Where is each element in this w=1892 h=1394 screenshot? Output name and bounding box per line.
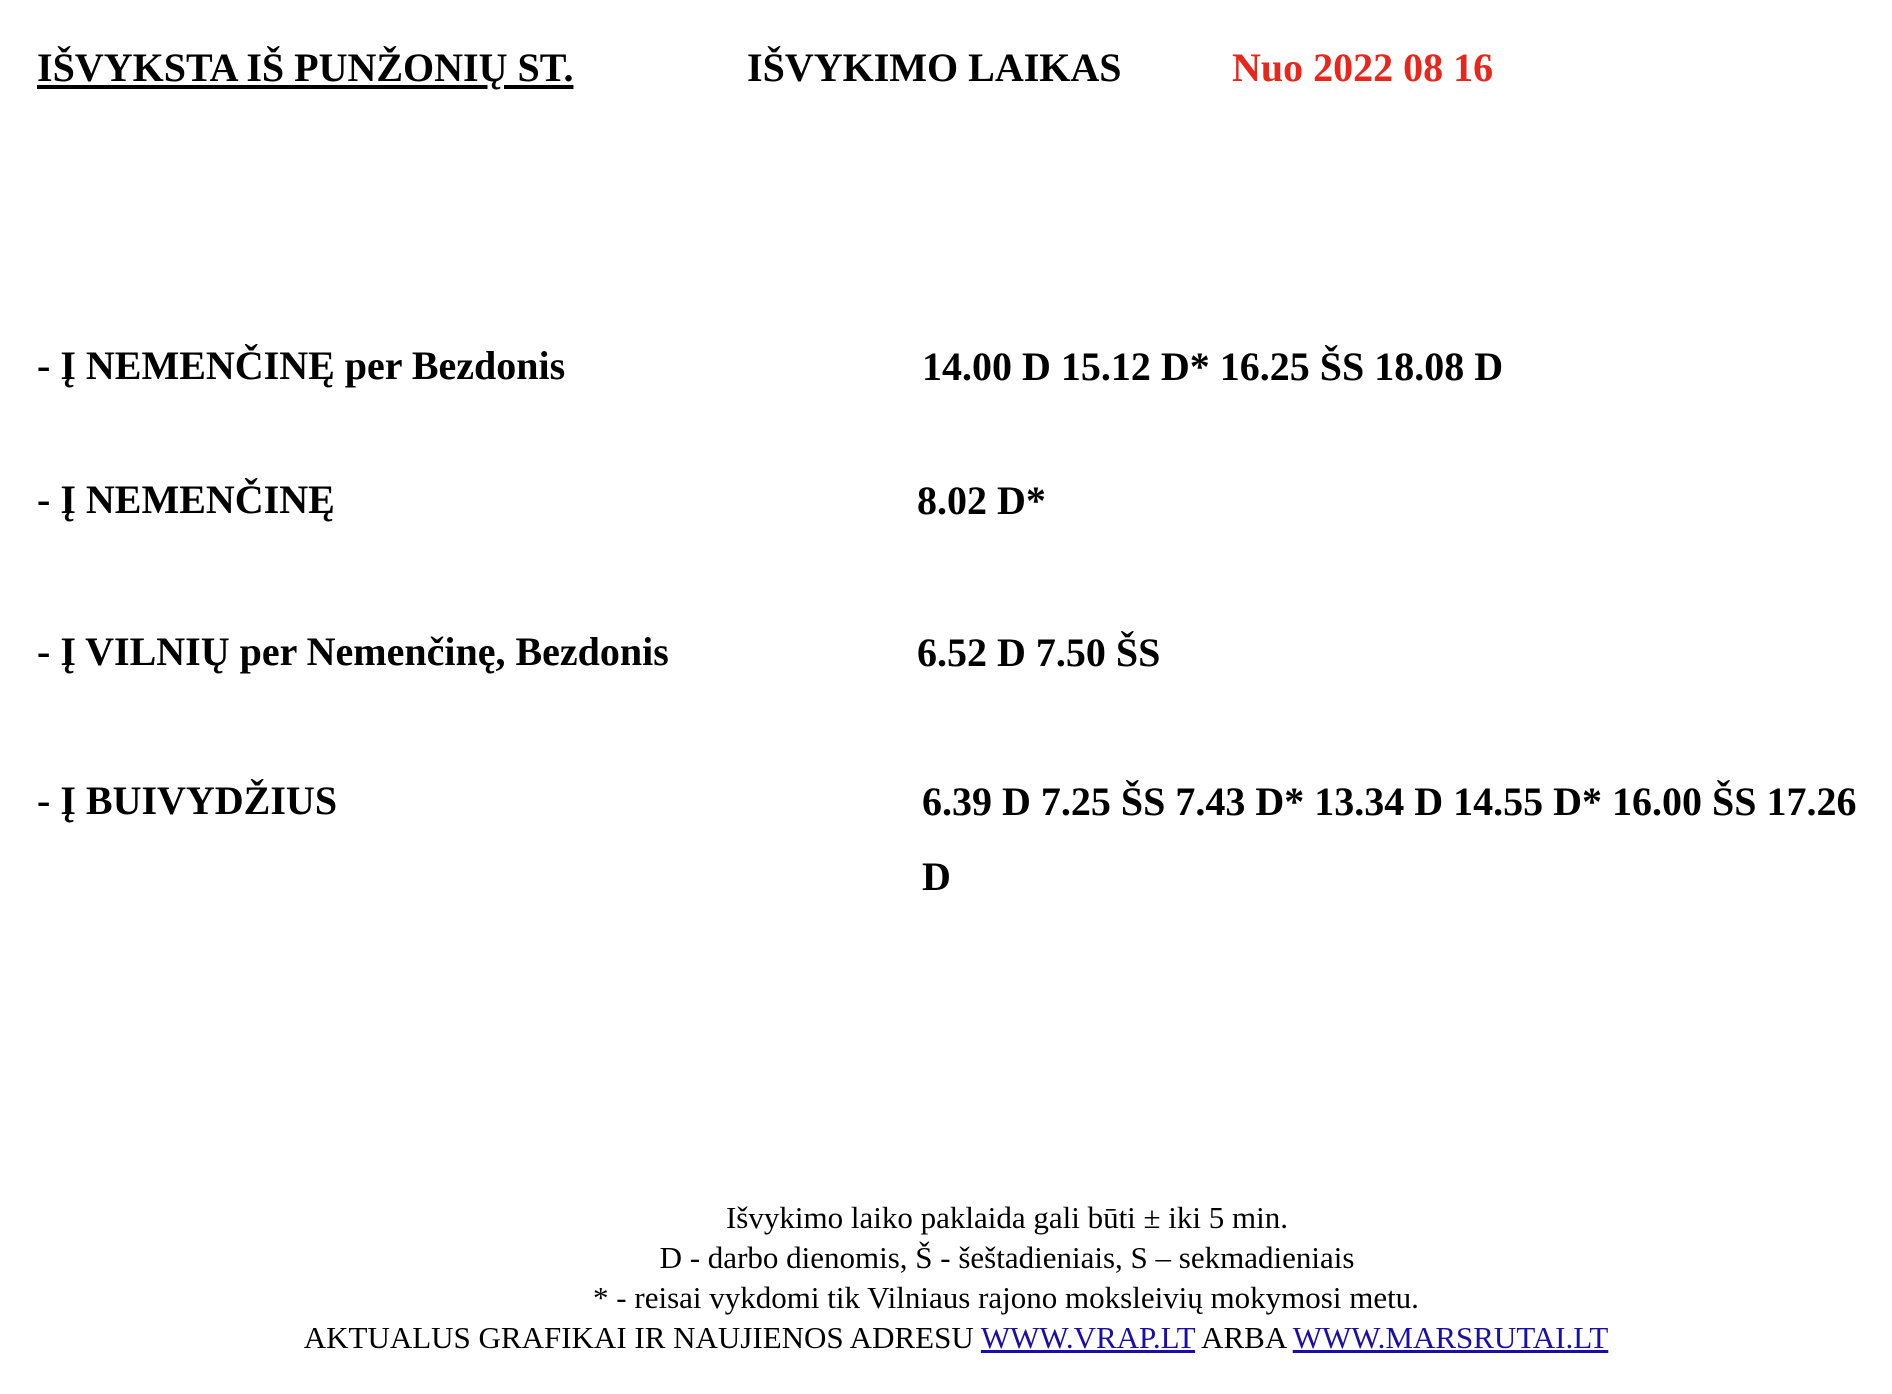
departure-time-label: IŠVYKIMO LAIKAS	[747, 45, 1122, 90]
route-times: 14.00 D 15.12 D* 16.25 ŠS 18.08 D	[922, 344, 1504, 389]
route-destination: - Į NEMENČINĘ	[37, 477, 335, 522]
day-legend: D - darbo dienomis, Š - šeštadieniais, S – sekmadieniais	[659, 1240, 1355, 1275]
station-title: IŠVYKSTA IŠ PUNŽONIŲ ST.	[37, 45, 574, 90]
route-times: 6.39 D 7.25 ŠS 7.43 D* 13.34 D 14.55 D* 16.00 ŠS 17.26 D	[922, 779, 1857, 899]
route-times: 6.52 D 7.50 ŠS	[917, 630, 1161, 675]
route-destination: - Į BUIVYDŽIUS	[37, 778, 338, 823]
route-destination: - Į NEMENČINĘ per Bezdonis	[37, 343, 566, 388]
marsrutai-link[interactable]: WWW.MARSRUTAI.LT	[1292, 1320, 1609, 1355]
timetable-footer	[0, 1198, 1892, 1358]
route-destination: - Į VILNIŲ per Nemenčinę, Bezdonis	[37, 629, 669, 674]
vrap-link[interactable]: WWW.VRAP.LT	[980, 1320, 1196, 1355]
tolerance-note: Išvykimo laiko paklaida gali būti ± iki 5 min.	[725, 1200, 1289, 1235]
effective-date: Nuo 2022 08 16	[1232, 45, 1494, 90]
asterisk-note: * - reisai vykdomi tik Vilniaus rajono moksleivių mokymosi metu.	[593, 1280, 1419, 1315]
info-line	[0, 1318, 1892, 1358]
info-prefix: AKTUALUS GRAFIKAI IR NAUJIENOS ADRESU	[303, 1320, 981, 1355]
info-middle: ARBA	[1195, 1320, 1293, 1355]
route-times: 8.02 D*	[917, 478, 1046, 523]
